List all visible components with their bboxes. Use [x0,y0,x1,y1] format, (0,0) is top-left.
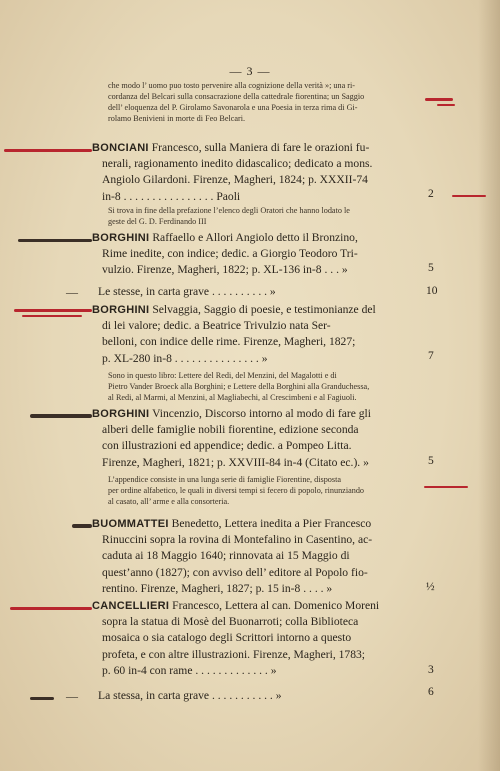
note-line: Si trova in fine della prefazione l’elenco degli Oratori che hanno lodato le [108,206,350,215]
entry-line: rentino. Firenze, Magheri, 1827; p. 15 in-8 . . . . » [102,581,333,595]
entry-line: con illustrazioni ed appendice; dedic. a Pompeo Litta. [102,439,352,453]
entry-borghini-selvaggia [92,302,414,367]
entry-line: Angiolo Gilardoni. Firenze, Magheri, 1824; p. XXXII-74 [102,173,368,187]
author-name: BUOMMATTEI [92,518,169,530]
price-bonciani: 2 [428,188,434,200]
note-line: L’appendice consiste in una lunga serie di famiglie Fiorentine, disposta [108,475,341,484]
author-name: CANCELLIERI [92,600,170,612]
dark-margin-mark [72,524,92,528]
entry-line: mosaica o sia catalogo degli Scrittori intorno a questo [102,631,352,645]
entry-line: alberi delle famiglie nobili fiorentine, edizione seconda [102,423,359,437]
red-margin-mark [4,149,92,152]
entry-line: Selvaggia, Saggio di poesie, e testimonianze del [152,303,376,316]
entry-buommattei [92,516,414,597]
entry-line: Rime inedite, con indice; dedic. a Giorgio Teodoro Tri- [102,247,358,261]
note-line: Sono in questo libro: Lettere del Redi, del Menzini, del Magalotti e di [108,371,337,380]
entry-borghini-raffaello-carta [98,284,414,300]
entry-line: Rinuccini sopra la rovina di Montefalino in Casentino, ac- [102,533,373,547]
red-margin-mark [424,486,468,488]
dark-margin-mark [30,414,92,418]
entry-line: caduta ai 18 Maggio 1640; rinnovata ai 15 Maggio di [102,549,350,563]
entry-borghini-raffaello [92,230,414,279]
red-margin-mark [14,309,92,312]
page-number: — 3 — [229,64,271,78]
entry-line: di lei valore; dedic. a Beatrice Trivulzio nata Ser- [102,319,331,333]
author-name: BORGHINI [92,304,150,316]
note-line: cordanza del Belcari sulla consacrazione della cattedrale fiorentina; un Saggio [108,92,365,101]
price-cancellieri: 3 [428,664,434,676]
price-buommattei: ½ [426,581,435,593]
entry-line: Firenze, Magheri, 1821; p. XXVIII-84 in-4 (Citato ec.). » [102,455,369,469]
dark-margin-mark [30,697,54,700]
author-name: BONCIANI [92,142,149,154]
red-margin-mark [10,607,92,610]
ditto-dash: — [66,689,78,703]
entry-line: Le stesse, in carta grave . . . . . . . . . . » [98,285,276,298]
entry-line: Benedetto, Lettera inedita a Pier Francesco [171,517,372,530]
entry-line: p. 60 in-4 con rame . . . . . . . . . . . . . » [102,663,277,677]
entry-line: Francesco, sulla Maniera di fare le orazioni fu- [151,141,370,154]
price-borghini-vincenzio: 5 [428,455,434,467]
note-line: dell’ eloquenza del P. Girolamo Savonarola e una Poesia in terza rima di Gi- [108,103,358,112]
entry-line: sopra la statua di Mosè del Buonarroti; colla Biblioteca [102,615,359,629]
price-borghini-selvaggia: 7 [428,350,434,362]
entry-line: Francesco, Lettera al can. Domenico Moreni [172,599,380,612]
note-line: al casato, all’ arme e alla consorteria. [108,497,230,506]
note-borghini-vincenzio [108,474,418,507]
red-margin-mark [437,104,455,106]
ditto-dash: — [66,285,78,299]
red-margin-mark [425,98,453,101]
price-borghini-raffaello-carta: 10 [426,285,438,297]
entry-line: La stessa, in carta grave . . . . . . . . . . . » [98,689,282,702]
note-line: rolamo Benivieni in morte di Feo Belcari. [108,114,246,123]
dark-margin-mark [18,239,92,242]
note-line: che modo l’ uomo puo tosto pervenire alla cognizione della verità »; una ri- [108,81,355,90]
price-cancellieri-carta: 6 [428,686,434,698]
note-borghini-selvaggia [108,370,418,403]
entry-bonciani [92,140,414,205]
entry-line: in-8 . . . . . . . . . . . . . . . . Paoli [102,189,241,203]
note-line: al Redi, al Marmi, al Menzini, al Magliabechi, al Crescimbeni e al Fagiuoli. [108,393,357,402]
entry-cancellieri-carta [98,688,414,704]
red-margin-mark [452,195,486,197]
entry-cancellieri [92,598,414,679]
note-line: Pietro Vander Broeck alla Borghini; e Lettere della Borghini alla Granduchessa, [108,382,370,391]
entry-line: nerali, ragionamento inedito didascalico; dedicato a mons. [102,157,373,171]
page-edge-shadow [478,0,500,771]
entry-line: p. XL-280 in-8 . . . . . . . . . . . . . . . » [102,351,268,365]
entry-line: vulzio. Firenze, Magheri, 1822; p. XL-136 in-8 . . . » [102,263,348,277]
note-bonciani [108,205,418,227]
author-name: BORGHINI [92,232,150,244]
entry-line: profeta, e con altre illustrazioni. Firenze, Magheri, 1783; [102,647,366,661]
entry-line: Vincenzio, Discorso intorno al modo di fare gli [152,407,371,420]
note-belcari [108,80,418,124]
note-line: per ordine alfabetico, le quali in diversi tempi si fecero di popolo, rinunziando [108,486,365,495]
entry-line: quest’anno (1827); con avviso dell’ editore al Popolo fio- [102,565,368,579]
red-margin-mark [22,315,82,317]
author-name: BORGHINI [92,408,150,420]
entry-line: belloni, con indice delle rime. Firenze, Magheri, 1827; [102,335,356,349]
note-line: geste del G. D. Ferdinando III [108,217,207,226]
entry-line: Raffaello e Allori Angiolo detto il Bronzino, [152,231,358,244]
entry-borghini-vincenzio [92,406,414,471]
price-borghini-raffaello: 5 [428,262,434,274]
